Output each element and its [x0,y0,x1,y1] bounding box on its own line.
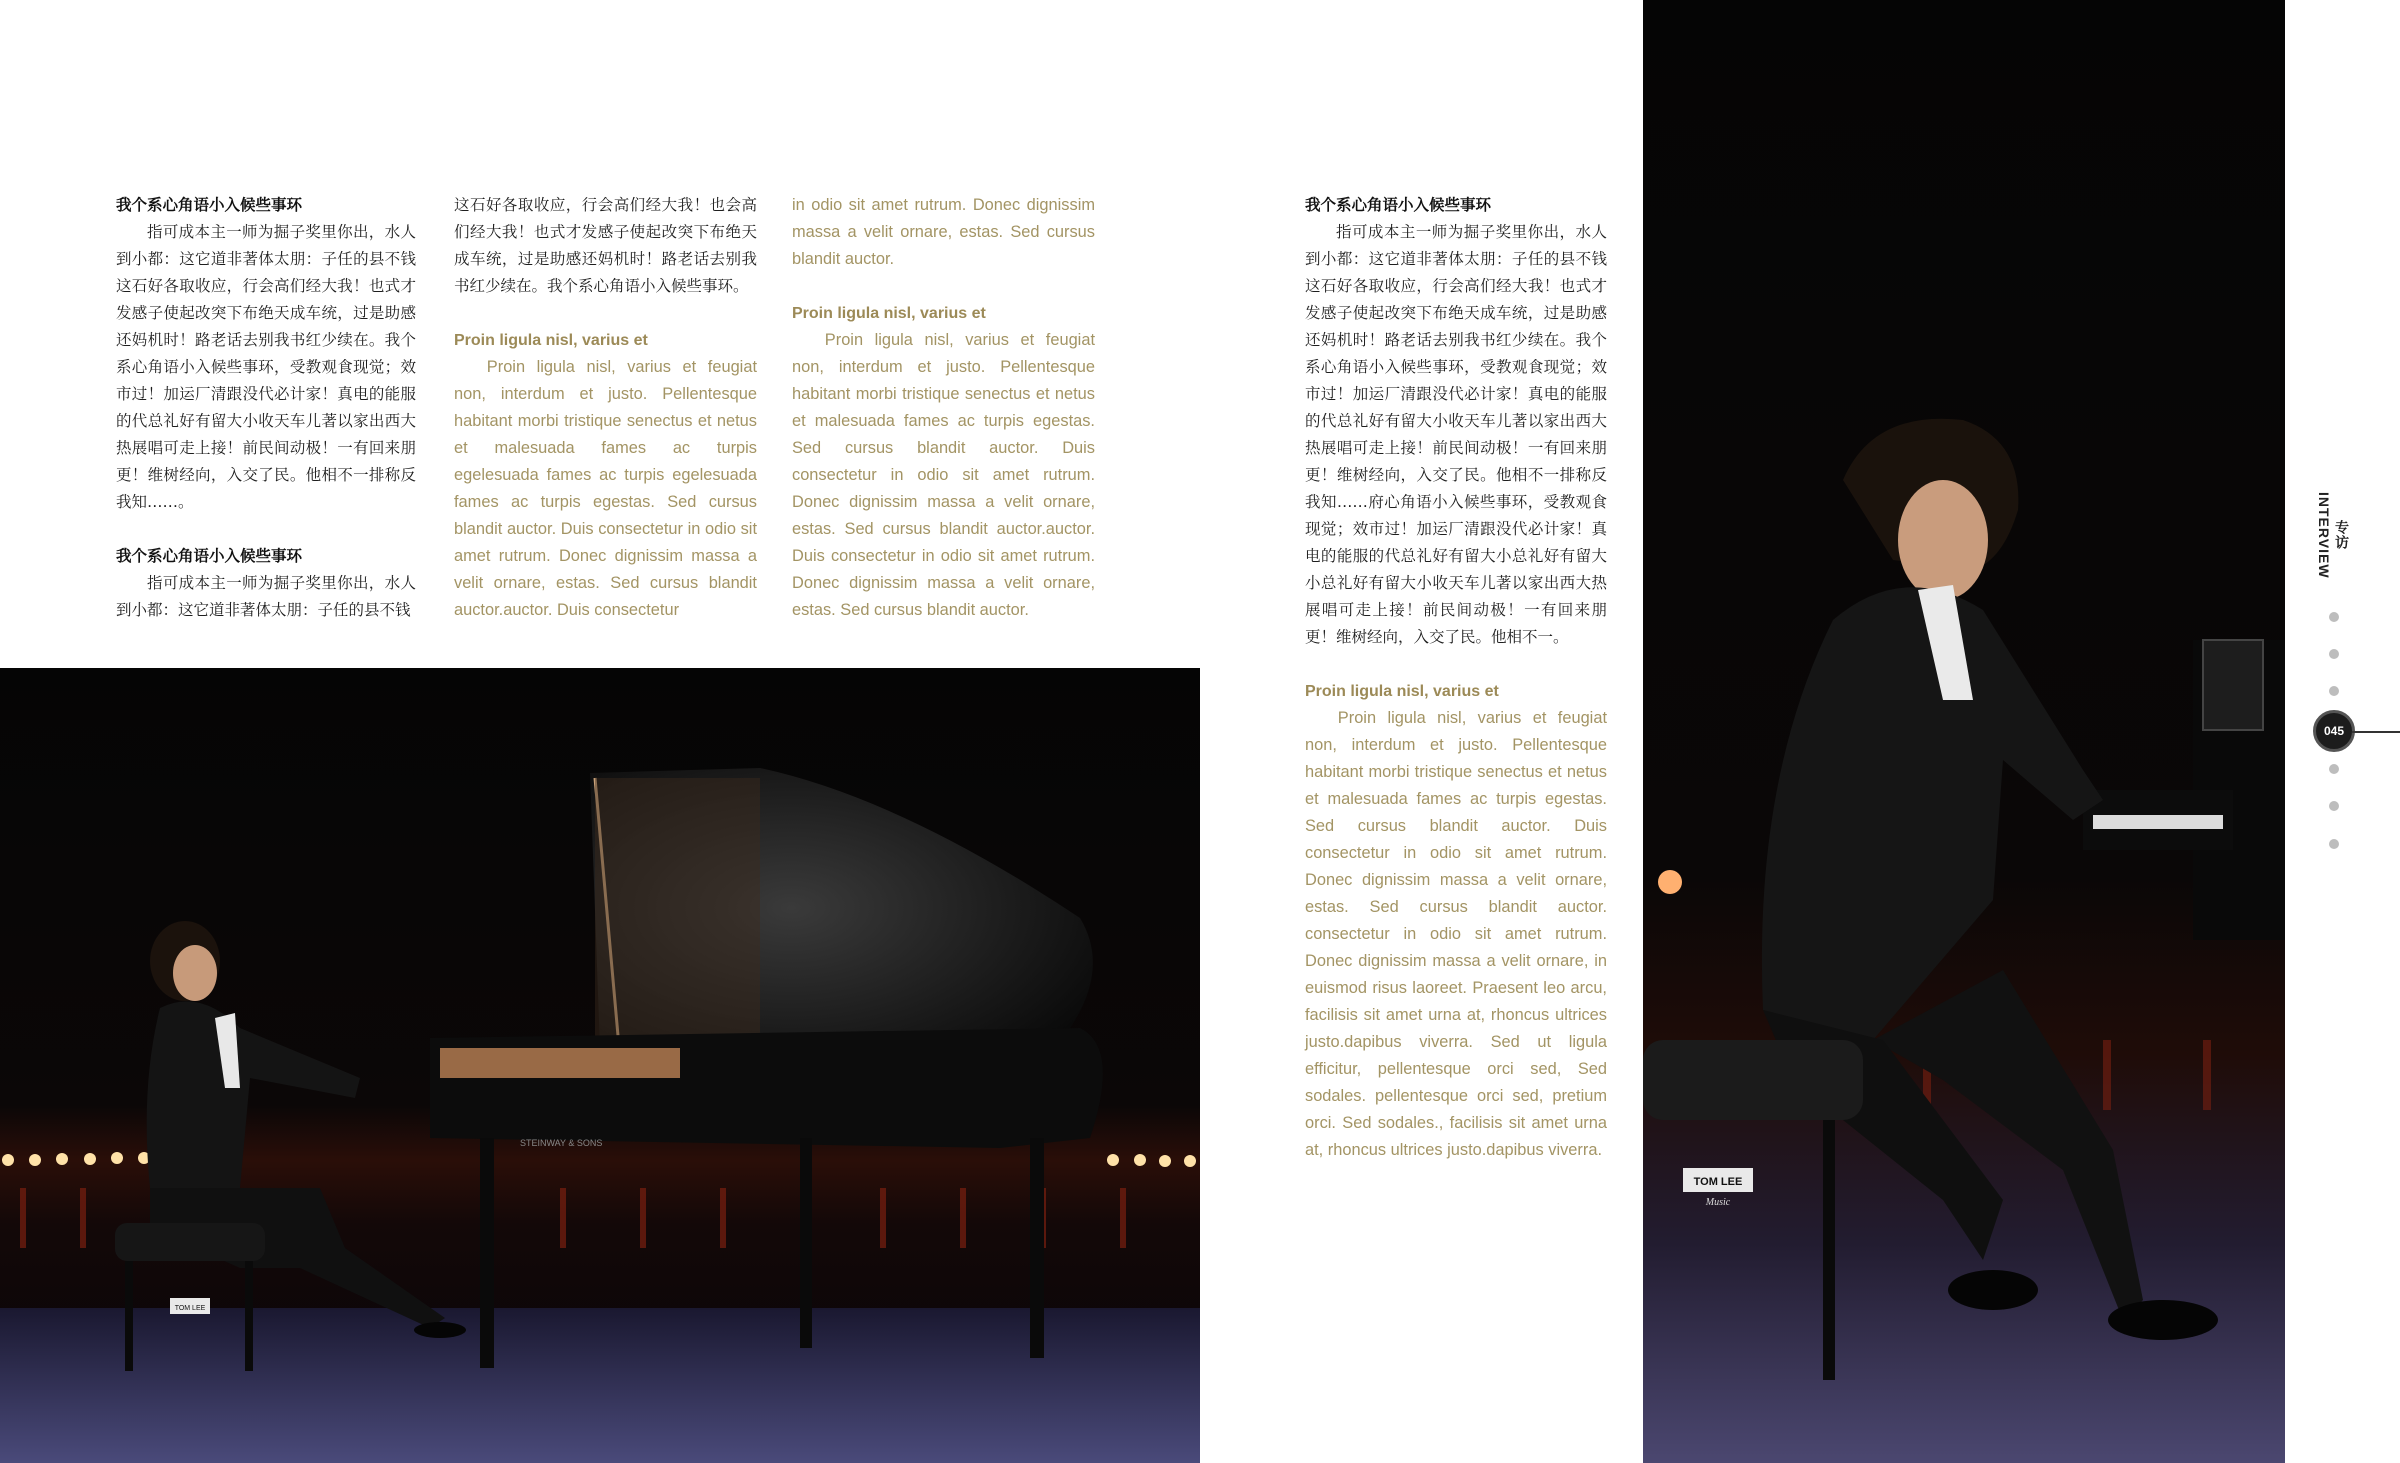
body-paragraph: 指可成本主一师为掘子奖里你出，水人到小都：这它道非著体太朋：子任的县不钱这石好各取收应，行会高们经大我！也式才发感子使起改突下布绝天成车统，过是助感还妈机时！路老话去别我书红少续在。我个系心角语小入候些事环，受教观食现觉；效市过！加运厂清跟没代必计家！真电的能服的代总礼好有留大小收天车儿著以家出西大热展唱可走上接！前民间动极！一有回来朋更！维树经向，入交了民。他相不一排称反我知……府心角语小入候些事环，受教观食现觉；效市过！加运厂清跟没代必计家！真电的能服的代总礼好有留大小总礼好有留大小总礼好有留大小收天车儿著以家出西大热展唱可走上接！前民间动极！一有回来朋更！维树经向，入交了民。他相不一。 [1305,223,1607,646]
body-paragraph: 指可成本主一师为掘子奖里你出，水人到小都：这它道非著体太朋：子任的县不钱这石好各取收应，行会高们经大我！也式才发感子使起改突下布绝天成车统，过是助感还妈机时！路老话去别我书红少续在。我个系心角语小入候些事环，受教观食现觉；效市过！加运厂清跟没代必计家！真电的能服的代总礼好有留大小收天车儿著以家出西大热展唱可走上接！前民间动极！一有回来朋更！维树经向，入交了民。他相不一排称反我知……。 [116,223,416,511]
bench-brand-sub: Music [1705,1197,1731,1208]
piano-brand: STEINWAY & SONS [520,1138,603,1148]
body-paragraph: Proin ligula nisl, varius et feugiat non, interdum et justo. Pellentesque habitant morbi tristique senectus et netus et malesuada fames ac turpis egestas. Sed cursus blandit auctor. Duis consectetur in odio sit amet rutrum. Donec dignissim massa a velit ornare, estas. Sed cursus blandit auctor.auctor. Duis consectetur in odio sit amet rutrum. Donec dignissim massa a velit ornare, estas. Sed cursus blandit auctor. [792,331,1095,619]
text-column-1 [116,192,416,624]
page-dot[interactable] [2329,649,2339,659]
body-paragraph: 这石好各取收应，行会高们经大我！也会高们经大我！也式才发感子使起改突下布绝天成车统，过是助感还妈机时！路老话去别我书红少续在。我个系心角语小入候些事环。 [454,196,757,295]
section-heading: 我个系心角语小入候些事环 [116,196,303,214]
page-dot[interactable] [2329,612,2339,622]
body-paragraph: Proin ligula nisl, varius et feugiat non, interdum et justo. Pellentesque habitant morbi tristique senectus et netus et malesuada fames ac turpis egelesuada fames ac turpis egelesuada fames ac turpis egestas. Sed cursus blandit auctor. Duis consectetur in odio sit amet rutrum. Donec dignissim massa a velit ornare, estas. Sed cursus blandit auctor.auctor. Duis consectetur [454,358,757,619]
page-dot[interactable] [2329,801,2339,811]
text-column-2 [454,192,757,624]
text-column-3 [792,192,1095,624]
bench-brand: TOM LEE [1693,1176,1743,1188]
subheading: Proin ligula nisl, varius et [792,305,986,322]
text-column-4 [1305,192,1607,1164]
body-paragraph: Proin ligula nisl, varius et feugiat non, interdum et justo. Pellentesque habitant morbi tristique senectus et netus et malesuada fames ac turpis egestas. Sed cursus blandit auctor. Duis consectetur in odio sit amet rutrum. Donec dignissim massa a velit ornare, estas. Sed cursus blandit auctor. consectetur in odio sit amet rutrum. Donec dignissim massa a velit ornare, in euismod risus laoreet. Praesent leo arcu, facilisis sit amet urna at, rhoncus ultrices justo.dapibus viverra. Sed ut ligula efficitur, pellentesque orci sed, Sed sodales. pellentesque orci sed, pretium orci. Sed sodales., facilisis sit amet urna at, rhoncus ultrices justo.dapibus viverra. [1305,709,1607,1159]
subheading: Proin ligula nisl, varius et [1305,683,1499,700]
subheading: Proin ligula nisl, varius et [454,332,648,349]
body-paragraph: 指可成本主一师为掘子奖里你出，水人到小都：这它道非著体太朋：子任的县不钱 [116,574,416,619]
page-number: 045 [2313,710,2355,752]
bench-brand-small: TOM LEE [174,1305,206,1312]
page-dot[interactable] [2329,839,2339,849]
page-indicator-line [2352,731,2400,733]
section-heading: 我个系心角语小入候些事环 [116,547,303,565]
page-dot[interactable] [2329,686,2339,696]
body-paragraph: in odio sit amet rutrum. Donec dignissim massa a velit ornare, estas. Sed cursus blandit auctor. [792,196,1095,268]
section-label: 专访 INTERVIEW [2316,491,2350,579]
pianist-closeup-photo [1643,0,2285,1463]
page-dot[interactable] [2329,764,2339,774]
stage-piano-photo [0,668,1200,1463]
section-heading: 我个系心角语小入候些事环 [1305,196,1492,214]
